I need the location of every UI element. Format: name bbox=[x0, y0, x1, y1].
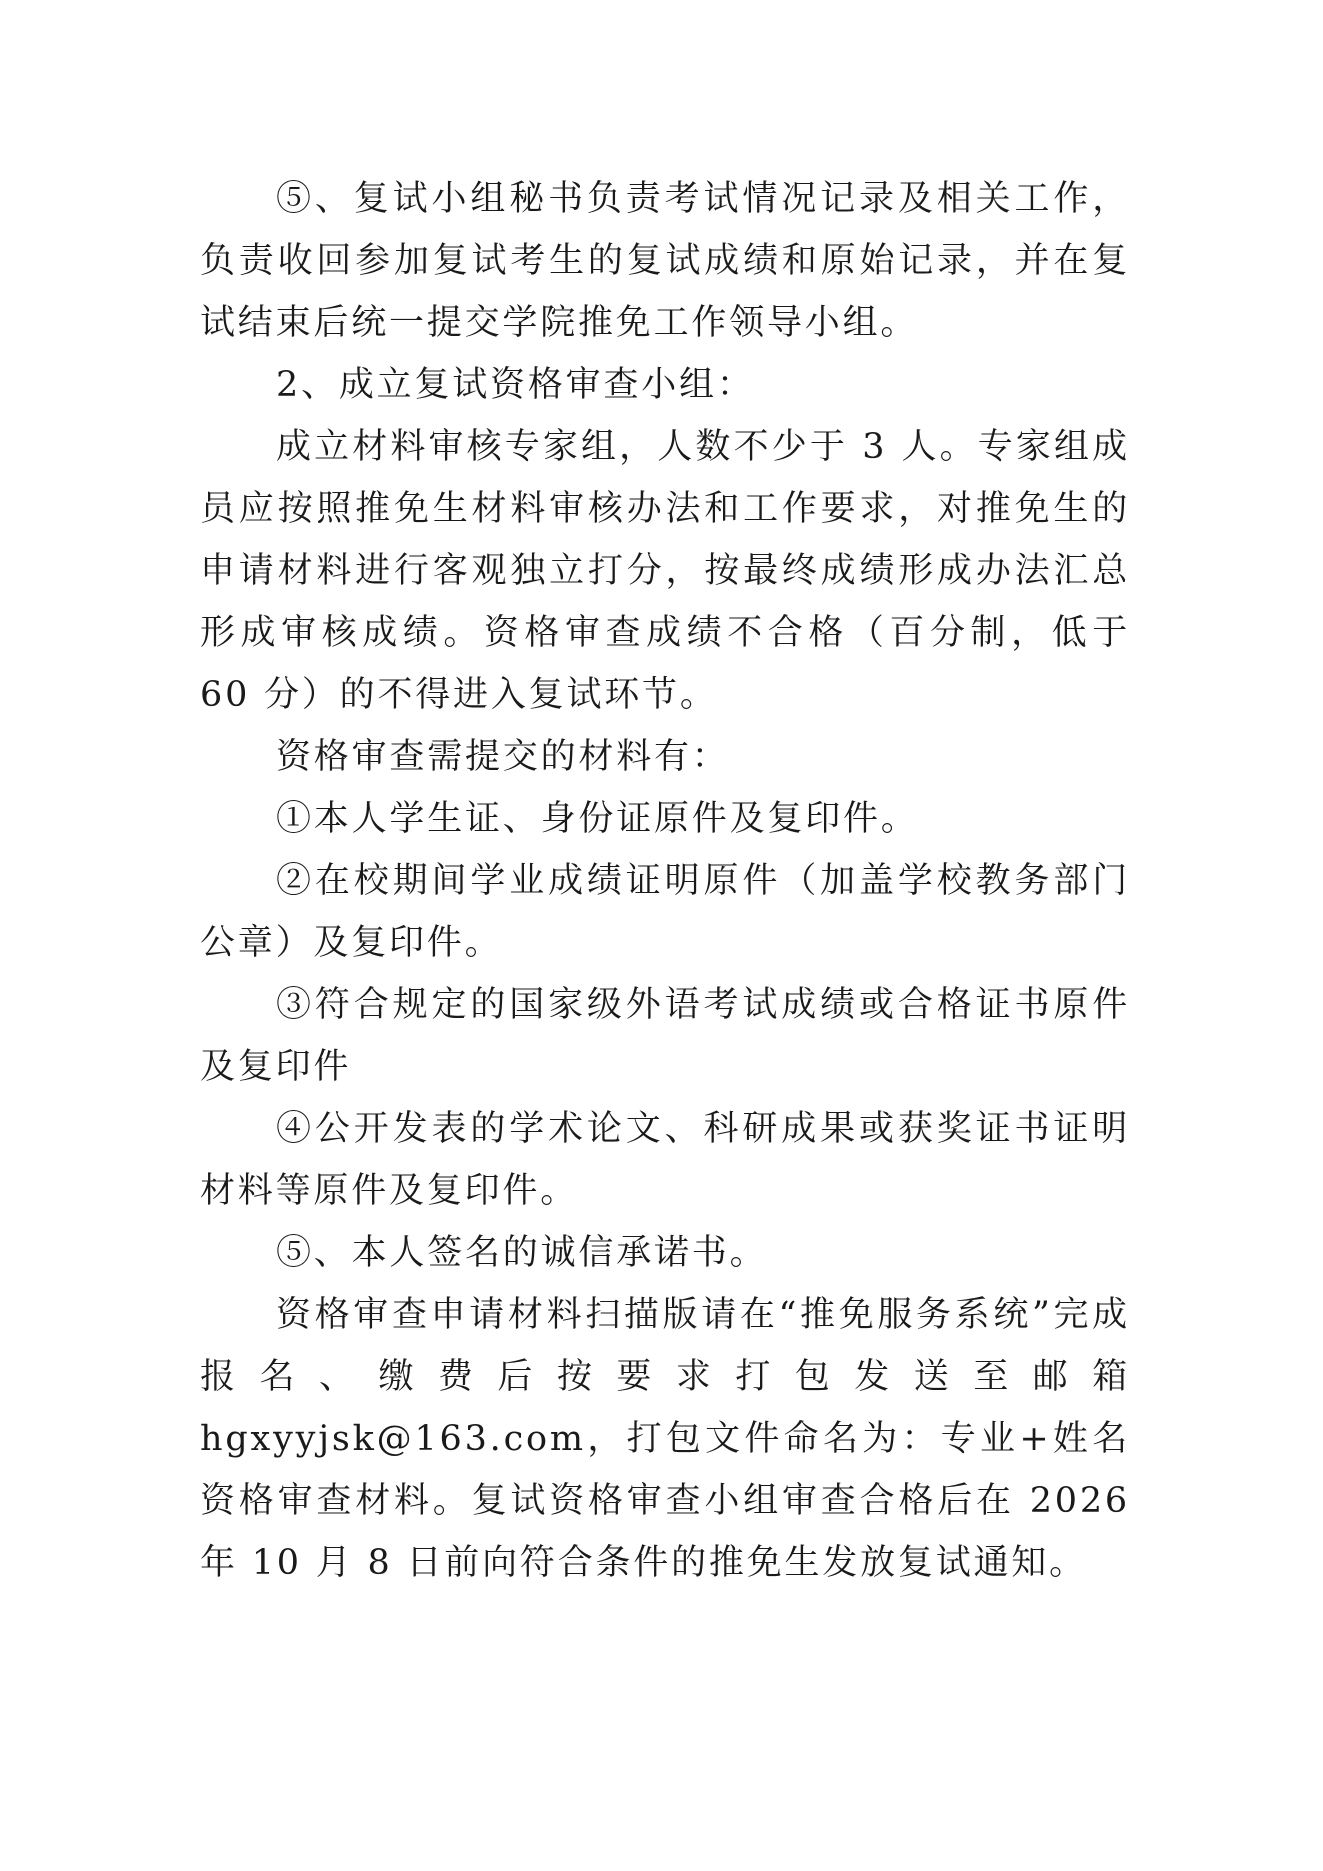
paragraph-materials-intro: 资格审查需提交的材料有： bbox=[276, 737, 730, 777]
paragraph-secretary-duties: ⑤、复试小组秘书负责考试情况记录及相关工作，负责收回参加复试考生的复试成绩和原始记录，并在复试结束后统一提交学院推免工作领导小组。 bbox=[200, 179, 1130, 343]
paragraph-submission-instructions: 资格审查申请材料扫描版请在“推免服务系统”完成报名、缴费后按要求打包发送至邮箱 hgxyyjsk@163.com，打包文件命名为：专业+姓名资格审查材料。复试资格审查小组审查合格后在 2026 年 10 月 8 日前向符合条件的推免生发放复试通知。 bbox=[200, 1295, 1130, 1583]
document-body bbox=[200, 168, 1130, 1594]
list-item-transcript: ②在校期间学业成绩证明原件（加盖学校教务部门公章）及复印件。 bbox=[200, 861, 1130, 963]
paragraph-expert-group: 成立材料审核专家组，人数不少于 3 人。专家组成员应按照推免生材料审核办法和工作要求，对推免生的申请材料进行客观独立打分，按最终成绩形成办法汇总形成审核成绩。资格审查成绩不合格（百分制，低于 60 分）的不得进入复试环节。 bbox=[200, 427, 1130, 715]
list-item-publications: ④公开发表的学术论文、科研成果或获奖证书证明材料等原件及复印件。 bbox=[200, 1109, 1130, 1211]
list-item-student-id: ①本人学生证、身份证原件及复印件。 bbox=[276, 799, 919, 839]
paragraph-heading-review-group: 2、成立复试资格审查小组： bbox=[276, 365, 755, 405]
list-item-integrity-pledge: ⑤、本人签名的诚信承诺书。 bbox=[276, 1233, 768, 1273]
list-item-language-cert: ③符合规定的国家级外语考试成绩或合格证书原件及复印件 bbox=[200, 985, 1130, 1087]
